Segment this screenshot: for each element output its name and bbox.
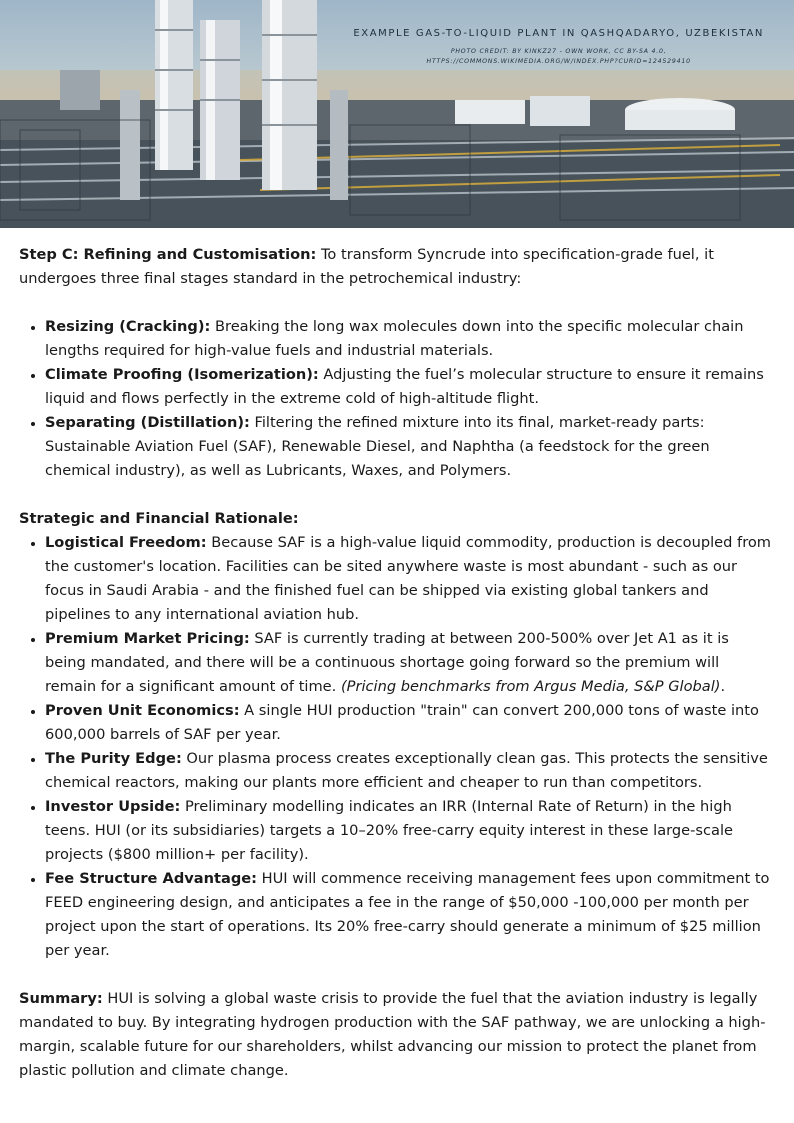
hero-photo [0, 0, 794, 228]
list-item-label: Premium Market Pricing: [45, 630, 250, 647]
list-item [45, 363, 774, 411]
list-item-label: Logistical Freedom: [45, 534, 207, 551]
list-item [45, 411, 774, 483]
photo-credit [353, 47, 764, 67]
photo-credit-url: HTTPS://COMMONS.WIKIMEDIA.ORG/W/INDEX.PHP?CURID=124529410 [426, 58, 691, 65]
step-c-heading: Step C: Refining and Customisation: [19, 246, 317, 263]
list-item-text: Filtering the refined mixture into its final, market-ready parts: Sustainable Aviation Fuel (SAF), Renewable Diesel, and Naphtha (a feedstock for the green chemical industry), as well as Lubricants, Waxes, and Polymers. [45, 414, 710, 479]
list-item-text: A single HUI production "train" can convert 200,000 tons of waste into 600,000 barrels of SAF per year. [45, 702, 759, 743]
list-item [45, 627, 774, 699]
step-c-intro [19, 243, 774, 291]
list-item [45, 699, 774, 747]
summary-text: HUI is solving a global waste crisis to provide the fuel that the aviation industry is legally mandated to buy. By integrating hydrogen production with the SAF pathway, we are unlocking a high-margin, scalable future for our shareholders, whilst advancing our mission to protect the planet from plastic pollution and climate change. [19, 990, 766, 1079]
photo-credit-line: PHOTO CREDIT: BY KINKZ27 - OWN WORK, CC BY-SA 4.0, [450, 48, 667, 55]
summary-label: Summary: [19, 990, 103, 1007]
caption-title: EXAMPLE GAS-TO-LIQUID PLANT IN QASHQADARYO, UZBEKISTAN [353, 28, 764, 39]
list-item [45, 867, 774, 963]
list-item-label: Investor Upside: [45, 798, 181, 815]
summary-paragraph [19, 987, 774, 1083]
rationale-heading [19, 507, 774, 531]
list-item-label: Fee Structure Advantage: [45, 870, 258, 887]
refining-steps-list [19, 315, 774, 483]
list-item-text: Because SAF is a high-value liquid commodity, production is decoupled from the customer's location. Facilities can be sited anywhere waste is most abundant - such as our focus in Saudi Arabia - and the finished fuel can be shipped via existing global tankers and pipelines to any international aviation hub. [45, 534, 772, 623]
list-item-label: The Purity Edge: [45, 750, 182, 767]
list-item-tail: . [720, 678, 726, 695]
list-item-label: Separating (Distillation): [45, 414, 250, 431]
list-item-label: Climate Proofing (Isomerization): [45, 366, 319, 383]
list-item-text: Adjusting the fuel’s molecular structure to ensure it remains liquid and flows perfectly in the extreme cold of high-altitude flight. [45, 366, 764, 407]
list-item-text: Preliminary modelling indicates an IRR (Internal Rate of Return) in the high teens. HUI (or its subsidiaries) targets a 10–20% free-carry equity interest in these large-scale projects ($800 million+ per facility). [45, 798, 733, 863]
list-item-text: SAF is currently trading at between 200-500% over Jet A1 as it is being mandated, and there will be a continuous shortage going forward so the premium will remain for a significant amount of time. [45, 630, 729, 695]
photo-caption [353, 28, 764, 67]
document-body [19, 243, 774, 1083]
list-item [45, 747, 774, 795]
list-item [45, 795, 774, 867]
list-item [45, 315, 774, 363]
list-item-label: Resizing (Cracking): [45, 318, 211, 335]
rationale-list [19, 531, 774, 963]
list-item-text: HUI will commence receiving management fees upon commitment to FEED engineering design, and anticipates a fee in the range of $50,000 -100,000 per month per project upon the start of operations. Its 20% free-carry should generate a minimum of $25 million per year. [45, 870, 770, 959]
section-heading: Strategic and Financial Rationale: [19, 510, 299, 527]
list-item-label: Proven Unit Economics: [45, 702, 240, 719]
pricing-benchmark-note: (Pricing benchmarks from Argus Media, S&P Global) [340, 678, 721, 695]
step-c-intro-text: To transform Syncrude into specification-grade fuel, it undergoes three final stages standard in the petrochemical industry: [19, 246, 714, 287]
list-item-text: Our plasma process creates exceptionally clean gas. This protects the sensitive chemical reactors, making our plants more efficient and cheaper to run than competitors. [45, 750, 768, 791]
list-item [45, 531, 774, 627]
list-item-text: Breaking the long wax molecules down into the specific molecular chain lengths required for high-value fuels and industrial materials. [45, 318, 744, 359]
